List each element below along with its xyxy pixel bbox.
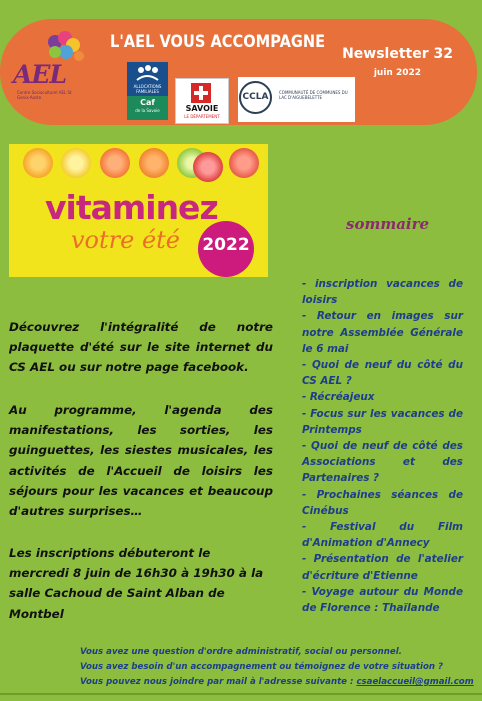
- savoie-name: SAVOIE: [185, 104, 219, 113]
- ccla-desc: COMMUNAUTÉ DE COMMUNES DU LAC D'AIGUEBELETTE: [279, 90, 348, 100]
- sommaire-title: sommaire: [346, 215, 430, 233]
- savoie-sub: LE DÉPARTEMENT: [184, 114, 220, 119]
- caf-name: Caf: [140, 98, 155, 107]
- savoie-cross-icon: [191, 83, 211, 103]
- savoie-logo: [175, 78, 229, 124]
- newsletter-date: juin 2022: [373, 68, 421, 78]
- footer-line: Vous pouvez nous joindre par mail à l'adresse suivante :: [80, 677, 357, 687]
- contact-footer: [80, 645, 480, 690]
- email-link[interactable]: csaelaccueil@gmail.com: [356, 677, 474, 687]
- caf-sub: de la Savoie: [135, 108, 160, 113]
- list-item: - inscription vacances de loisirs: [302, 278, 463, 307]
- vitaminez-banner: [9, 144, 268, 277]
- inscriptions-paragraph: Les inscriptions débuteront le mercredi 8 juin de 16h30 à 19h30 à la salle Cachoud de Saint Alban de Montbel: [9, 546, 264, 621]
- banner-word: vitaminez: [45, 188, 218, 227]
- grapefruit-slice-icon: [100, 148, 130, 178]
- orange-slice-icon: [23, 148, 53, 178]
- list-item: - Prochaines séances de Cinébus: [302, 488, 463, 517]
- list-item: - Présentation de l'atelier d'écriture d'Etienne: [302, 553, 463, 582]
- caf-family-icon: [127, 62, 168, 84]
- caf-logo: [127, 62, 168, 120]
- list-item: - Voyage autour du Monde de Florence : Thaïlande: [302, 585, 463, 615]
- banner-subtitle: votre été: [71, 226, 181, 254]
- bottom-divider: [0, 693, 482, 695]
- sommaire-list: [302, 276, 463, 616]
- programme-paragraph: Au programme, l'agenda des manifestations, les sorties, les guinguettes, les siestes musicales, les activités de l'Accueil de loisirs les séjours pour les vacances et beaucoup d'autres surprises…: [9, 403, 273, 519]
- footer-line: Vous avez une question d'ordre administratif, social ou personnel.: [80, 647, 402, 657]
- blood-orange-icon: [193, 152, 223, 182]
- list-item: - Quoi de neuf de côté des Associations et des Partenaires ?: [302, 440, 463, 485]
- orange-slice-icon: [139, 148, 169, 178]
- footer-line: Vous avez besoin d'un accompagnement ou témoignez de votre situation ?: [80, 662, 443, 672]
- intro-paragraph: Découvrez l'intégralité de notre plaquette d'été sur le site internet du CS AEL ou sur notre page facebook.: [9, 320, 273, 375]
- ccla-logo: [238, 77, 355, 122]
- newsletter-number: Newsletter 32: [342, 46, 453, 62]
- header-title: L'AEL VOUS ACCOMPAGNE: [110, 32, 326, 52]
- list-item: - Retour en images sur notre Assemblée Générale le 6 mai: [302, 310, 463, 355]
- list-item: - Festival du Film d'Animation d'Annecy: [302, 521, 463, 550]
- caf-line1: ALLOCATIONS FAMILIALES: [133, 84, 162, 94]
- ael-logo-text: AEL: [13, 60, 67, 89]
- list-item: - Récréajeux: [302, 391, 375, 404]
- ael-logo-subtitle: Centre Socioculturel AEL St Genix-Aoste: [17, 90, 72, 100]
- lemon-slice-icon: [61, 148, 91, 178]
- ael-logo: [11, 30, 91, 100]
- list-item: - Quoi de neuf du côté du CS AEL ?: [302, 359, 463, 388]
- ccla-name: CCLA: [239, 81, 272, 114]
- pink-grapefruit-icon: [229, 148, 259, 178]
- banner-year: 2022: [202, 235, 250, 255]
- list-item: - Focus sur les vacances de Printemps: [302, 407, 463, 436]
